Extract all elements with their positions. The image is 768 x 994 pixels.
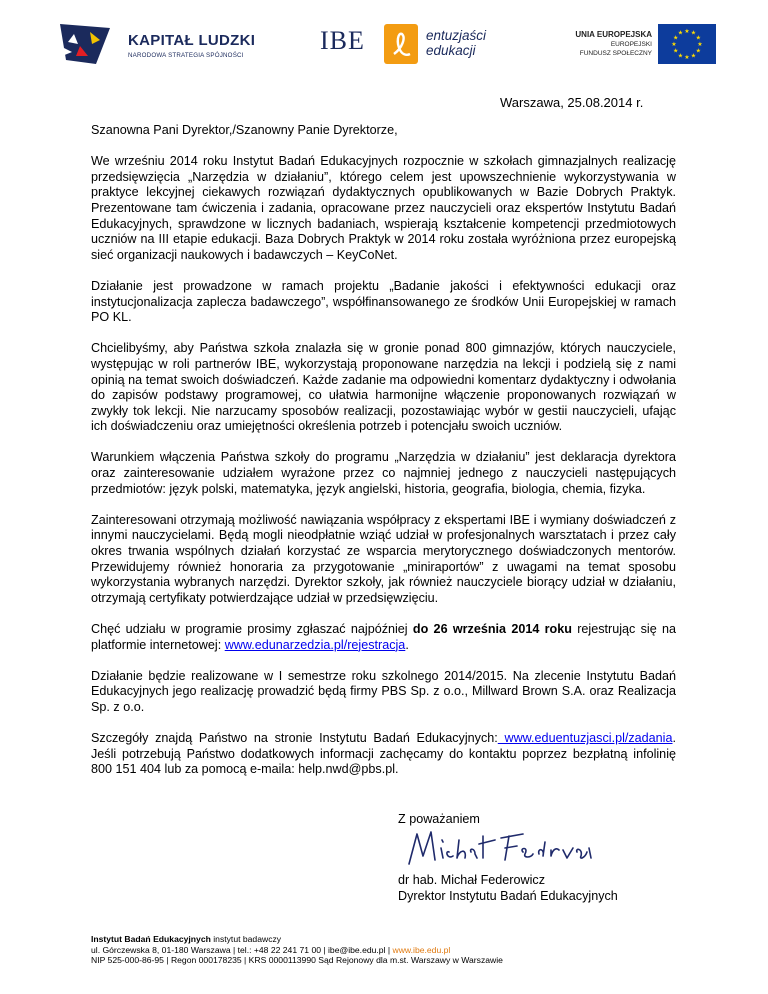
- eu-logo: [536, 24, 716, 70]
- svg-text:★: ★: [695, 47, 701, 55]
- svg-text:★: ★: [671, 41, 677, 48]
- eu-flag-icon: [658, 24, 716, 64]
- paragraph-8: [91, 731, 676, 778]
- registration-link[interactable]: www.edunarzedzia.pl/rejestracja: [224, 637, 406, 652]
- ibe-tagline-line1: entuzjaści: [426, 28, 487, 43]
- kapital-ludzki-title: KAPITAŁ LUDZKI: [128, 32, 256, 49]
- kapital-ludzki-logo: [56, 20, 276, 70]
- salutation: Szanowna Pani Dyrektor,/Szanowny Panie Dyrektorze,: [91, 123, 398, 137]
- svg-text:★: ★: [673, 34, 679, 42]
- letter-date: Warszawa, 25.08.2014 r.: [500, 95, 644, 110]
- paragraph-8-text-b: . Jeśli potrzebują Państwo dodatkowych informacji zachęcamy do kontaktu poprzez bezpłatną infolinię 800 151 404 lub za pomocą e-maila: help.nwd@pbs.pl.: [91, 731, 676, 777]
- paragraph-2: Działanie jest prowadzone w ramach projektu „Badanie jakości i efektywności edukacji oraz instytucjonalizacja zaplecza badawczego”, współfinansowanego ze środków Unii Europejskiej w ramach PO KL.: [91, 278, 676, 325]
- svg-text:★: ★: [677, 52, 684, 60]
- svg-text:★: ★: [677, 29, 684, 37]
- signer-block: [398, 873, 618, 904]
- kapital-ludzki-subtitle: NARODOWA STRATEGIA SPÓJNOŚCI: [128, 52, 244, 59]
- eu-subtitle-line2: FUNDUSZ SPOŁECZNY: [579, 50, 652, 57]
- footer-org-name: Instytut Badań Edukacyjnych: [91, 934, 211, 944]
- paragraph-8-text-a: Szczegóły znajdą Państwo na stronie Instytutu Badań Edukacyjnych:: [91, 731, 498, 746]
- paragraph-5: Zainteresowani otrzymają możliwość nawiązania współpracy z ekspertami IBE i wymiany doświadczeń z innymi nauczycielami. Będą mogli nieodpłatnie wziąć udział w profesjonalnych warsztatach i przez cały okres trwania wspólnych działań korzystać ze wsparcia merytorycznego doświadczonych mentorów. Przewidujemy również honoraria za przygotowanie „miniraportów” z uwagami na temat sposobu wykorzystania wybranych narzędzi. Dyrektor szkoły, jak również nauczyciele biorący udział w działaniu, otrzymają certyfikaty potwierdzające udział w przedsięwzięciu.: [91, 512, 676, 605]
- paragraph-6-text-a: Chęć udziału w programie prosimy zgłaszać najpóźniej: [91, 622, 413, 636]
- footer-registry: NIP 525-000-86-95 | Regon 000178235 | KRS 0000113990 Sąd Rejonowy dla m.st. Warszawy w Warszawie: [91, 955, 503, 965]
- tasks-link[interactable]: www.eduentuzjasci.pl/zadania: [497, 731, 673, 746]
- ibe-tagline-line2: edukacji: [426, 43, 476, 58]
- ibe-emblem-icon: [384, 24, 418, 64]
- paragraph-6-end: .: [405, 637, 409, 652]
- svg-text:★: ★: [673, 47, 679, 55]
- eu-subtitle-line1: EUROPEJSKI: [610, 41, 652, 48]
- closing: Z poważaniem: [398, 812, 480, 826]
- svg-text:★: ★: [690, 52, 697, 60]
- ibe-logo: [318, 20, 498, 70]
- svg-text:★: ★: [684, 54, 690, 61]
- ibe-name: IBE: [320, 26, 365, 55]
- svg-text:★: ★: [690, 29, 697, 37]
- paragraph-1: We wrześniu 2014 roku Instytut Badań Edukacyjnych rozpocznie w szkołach gimnazjalnych realizację przedsięwzięcia „Narzędzia w działaniu”, którego celem jest upowszechnienie wykorzystywania w praktyce lekcyjnej ciekawych rozwiązań dydaktycznych opublikowanych w Bazie Dobrych Praktyk. Prezentowane tam ćwiczenia i zadania, opracowane przez nauczycieli oraz ekspertów Instytutu Badań Edukacyjnych, sprawdzone w licznych badaniach, wspierają kształcenie kompetencji przedmiotowych uczniów na III etapie edukacji. Baza Dobrych Praktyk w 2014 roku została wyróżniona przez europejską sieć organizacji naukowych i badawczych – KeyCoNet.: [91, 154, 676, 262]
- signer-name: dr hab. Michał Federowicz: [398, 873, 545, 887]
- deadline-text: do 26 września 2014 roku: [412, 622, 572, 636]
- footer-org: [91, 934, 503, 945]
- paragraph-3: Chcielibyśmy, aby Państwa szkoła znalazła się w gronie ponad 800 gimnazjów, których nauczyciele, występując w roli partnerów IBE, wykorzystają proponowane narzędzia na lekcji i podzielą się z nami opinią na temat swoich doświadczeń. Każde zadanie ma odpowiedni komentarz dydaktyczny i odwołania do zapisów podstawy programowej, co ułatwia harmonijne włączenie proponowanych rozwiązań w zwykły tok lekcji. Nie narzucamy sposobów realizacji, pozostawiając wybór w gestii nauczycieli, ufając ich doświadczeniu oraz umiejętności określenia potrzeb i potencjału swoich uczniów.: [91, 341, 676, 434]
- svg-text:★: ★: [684, 28, 690, 35]
- footer-address: [91, 945, 503, 956]
- letterhead: [0, 0, 768, 80]
- footer-website-link[interactable]: www.ibe.edu.pl: [392, 944, 451, 955]
- eu-title: UNIA EUROPEJSKA: [575, 30, 652, 39]
- svg-text:★: ★: [695, 34, 701, 42]
- kapital-ludzki-emblem-icon: [56, 20, 120, 68]
- svg-text:★: ★: [697, 41, 703, 48]
- paragraph-6: [91, 622, 676, 653]
- ibe-tagline: [426, 28, 486, 58]
- footer-address-text: ul. Górczewska 8, 01-180 Warszawa | tel.: +48 22 241 71 00 | ibe@ibe.edu.pl |: [91, 944, 393, 955]
- paragraph-6-text-b: rejestrując się na platformie internetowej:: [91, 622, 676, 652]
- paragraph-7: Działanie będzie realizowane w I semestrze roku szkolnego 2014/2015. Na zlecenie Instytutu Badań Edukacyjnych jego realizację prowadzić będą firmy PBS Sp. z o.o., Millward Brown S.A. oraz Realizacja Sp. z o.o.: [91, 668, 676, 714]
- signer-title: Dyrektor Instytutu Badań Edukacyjnych: [398, 888, 618, 903]
- footer-org-type: instytut badawczy: [210, 934, 282, 944]
- letter-body: [91, 123, 676, 794]
- paragraph-4: Warunkiem włączenia Państwa szkoły do programu „Narzędzia w działaniu” jest deklaracja dyrektora oraz zainteresowanie udziałem wyrażone przez co najmniej jednego z nauczycieli następujących przedmiotów: język polski, matematyka, język angielski, historia, geografia, biologia, chemia, fizyka.: [91, 450, 676, 496]
- handwritten-signature: [405, 826, 595, 870]
- footer: [91, 934, 503, 966]
